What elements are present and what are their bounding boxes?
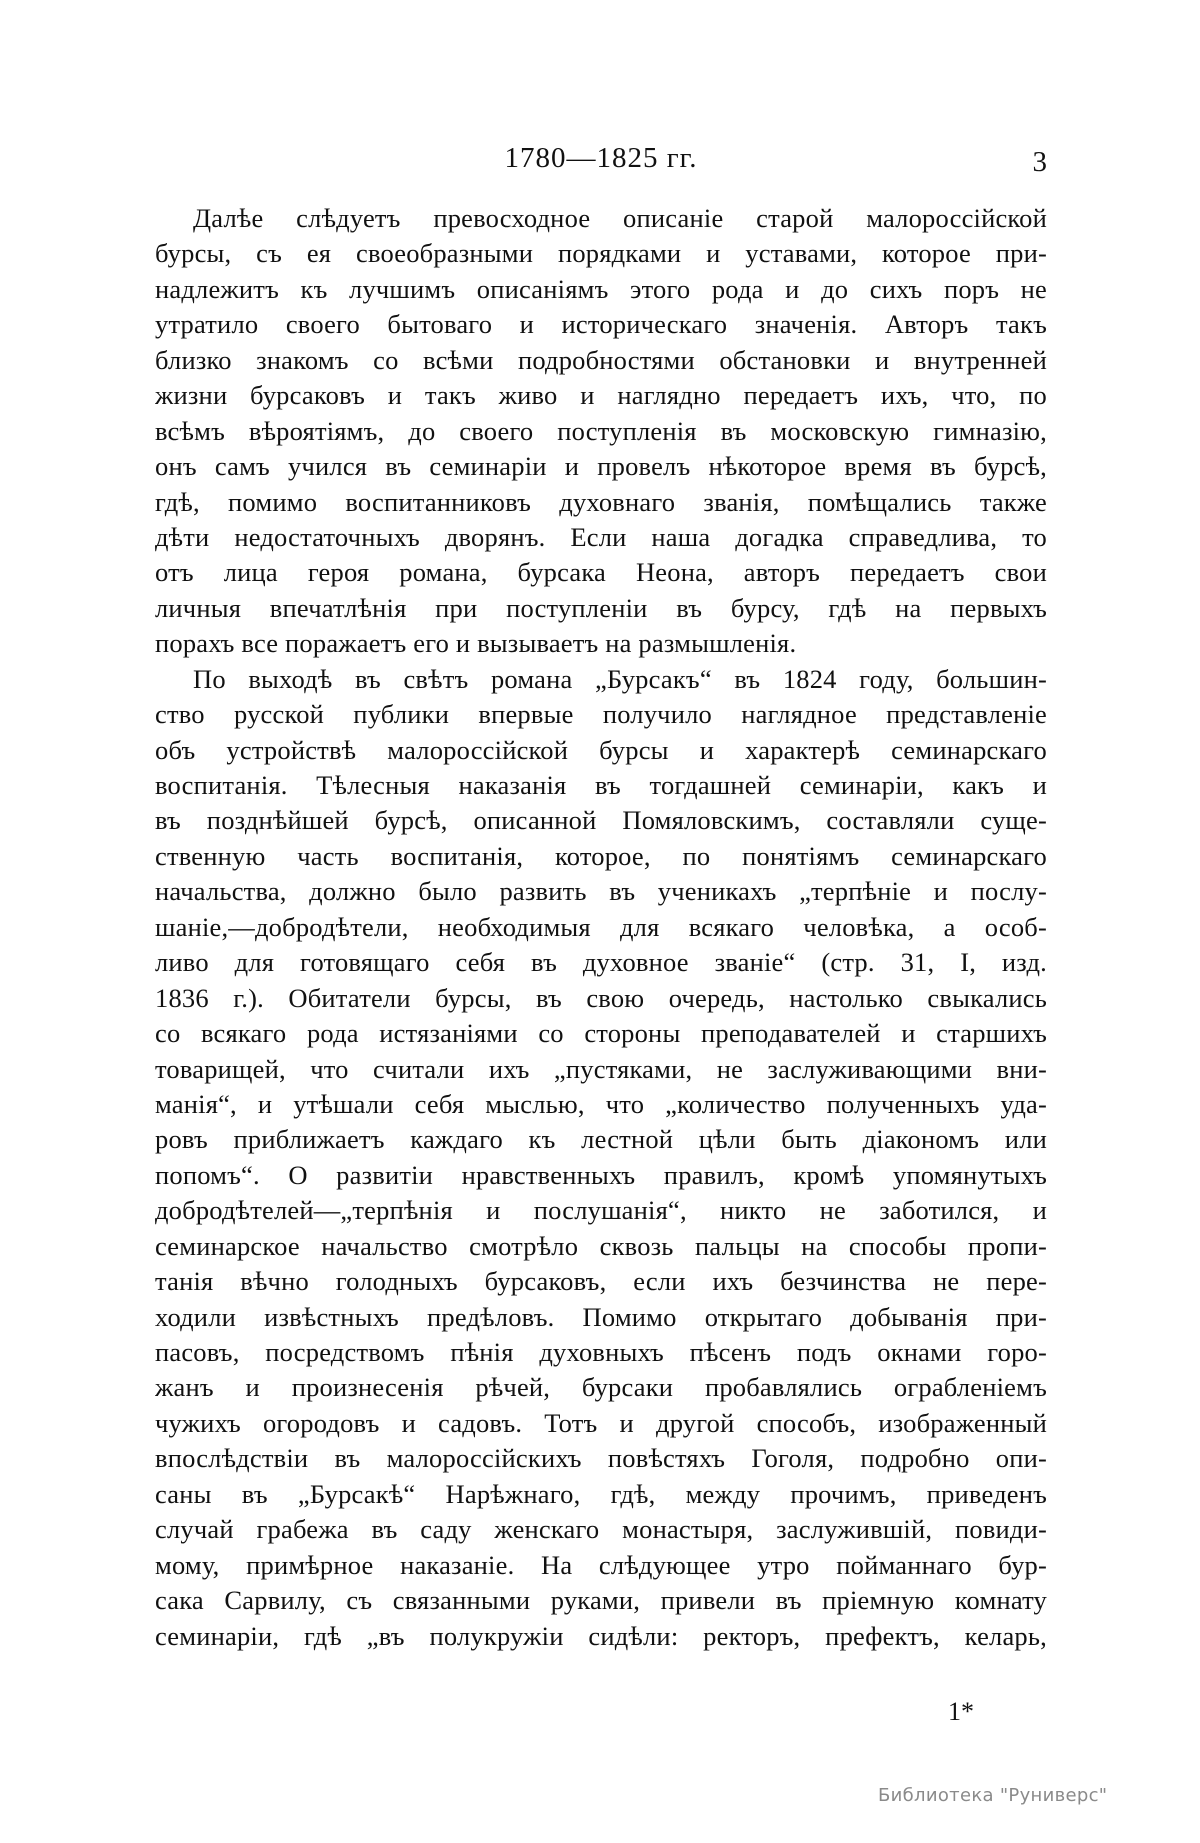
text-line: объ устройствѣ малороссійской бурсы и характерѣ семинарскаго [155,734,1047,765]
text-line: утратило своего бытоваго и историческаго значенія. Авторъ такъ [155,309,1047,340]
text-line: пасовъ, посредствомъ пѣнія духовныхъ пѣсенъ подъ окнами горо- [155,1337,1047,1367]
text-line: бурсы, съ ея своеобразными порядками и уставами, которое при- [155,238,1047,269]
text-line: 1836 г.). Обитатели бурсы, въ свою очередь, настолько свыкались [155,982,1047,1013]
text-line: чужихъ огородовъ и садовъ. Тотъ и другой способъ, изображенный [155,1407,1047,1438]
signature-mark: 1* [948,1697,974,1726]
text-line: манія“, и утѣшали себя мыслью, что „количество полученныхъ уда- [155,1088,1047,1119]
text-line: надлежитъ къ лучшимъ описаніямъ этого рода и до сихъ поръ не [155,273,1047,304]
text-line: ственную часть воспитанія, которое, по понятіямъ семинарскаго [155,840,1047,871]
text-line: танія вѣчно голодныхъ бурсаковъ, если ихъ безчинства не пере- [155,1266,1047,1297]
text-line: впослѣдствіи въ малороссійскихъ повѣстяхъ Гоголя, подробно опи- [155,1443,1047,1474]
running-title: 1780—1825 гг. [504,142,698,174]
text-line: начальства, должно было развить въ ученикахъ „терпѣніе и послу- [155,876,1047,907]
text-line: товарищей, что считали ихъ „пустяками, не заслуживающими вни- [155,1053,1047,1084]
text-line: случай грабежа въ саду женскаго монастыря, заслужившій, повиди- [155,1514,1047,1545]
library-watermark: Библиотека "Руниверс" [878,1785,1108,1806]
body-text [155,201,1047,1654]
text-line: воспитанія. Тѣлесныя наказанія въ тогдашней семинаріи, какъ и [155,770,1047,800]
text-line: ство русской публики впервые получило наглядное представленіе [155,699,1047,730]
text-line: жизни бурсаковъ и такъ живо и наглядно передаетъ ихъ, что, по [155,380,1047,411]
text-line: близко знакомъ со всѣми подробностями обстановки и внутренней [155,344,1047,375]
text-line: попомъ“. О развитіи нравственныхъ правилъ, кромѣ упомянутыхъ [155,1159,1047,1190]
text-line: ходили извѣстныхъ предѣловъ. Помимо открытаго добыванія при- [155,1301,1047,1332]
text-line: со всякаго рода истязаніями со стороны преподавателей и старшихъ [155,1018,1047,1049]
text-line: сака Сарвилу, съ связанными руками, привели въ пріемную комнату [155,1585,1047,1616]
text-line: По выходѣ въ свѣтъ романа „Бурсакъ“ въ 1824 году, большин- [193,663,1047,694]
text-line: отъ лица героя романа, бурсака Неона, авторъ передаетъ свои [155,557,1047,588]
text-line: жанъ и произнесенія рѣчей, бурсаки пробавлялись ограбленіемъ [155,1372,1047,1403]
text-line: ливо для готовящаго себя въ духовное званіе“ (стр. 31, I, изд. [155,947,1047,978]
text-line: ровъ приближаетъ каждаго къ лестной цѣли быть діакономъ или [155,1124,1047,1155]
text-line: мому, примѣрное наказаніе. На слѣдующее утро пойманнаго бур- [155,1549,1047,1580]
text-line: добродѣтелей—„терпѣнія и послушанія“, никто не заботился, и [155,1195,1047,1226]
text-line: въ позднѣйшей бурсѣ, описанной Помяловскимъ, составляли суще- [155,805,1047,836]
text-line: порахъ все поражаетъ его и вызываетъ на размышленія. [155,628,797,659]
text-line: дѣти недостаточныхъ дворянъ. Если наша догадка справедлива, то [155,521,1047,552]
text-line: Далѣе слѣдуетъ превосходное описаніе старой малороссійской [193,203,1047,233]
text-line: всѣмъ вѣроятіямъ, до своего поступленія въ московскую гимназію, [155,415,1047,446]
text-line: семинарское начальство смотрѣло сквозь пальцы на способы пропи- [155,1230,1047,1261]
text-line: гдѣ, помимо воспитанниковъ духовнаго званія, помѣщались также [155,486,1047,517]
page-number: 3 [1032,146,1047,178]
text-line: онъ самъ учился въ семинаріи и провелъ нѣкоторое время въ бурсѣ, [155,451,1047,482]
page-header [155,142,1047,182]
text-line: саны въ „Бурсакѣ“ Нарѣжнаго, гдѣ, между прочимъ, приведенъ [155,1478,1047,1509]
text-line: семинаріи, гдѣ „въ полукружіи сидѣли: ректоръ, префектъ, келарь, [155,1620,1047,1651]
text-line: личныя впечатлѣнія при поступленіи въ бурсу, гдѣ на первыхъ [155,592,1047,623]
text-line: шаніе,—добродѣтели, необходимыя для всякаго человѣка, а особ- [155,911,1047,942]
